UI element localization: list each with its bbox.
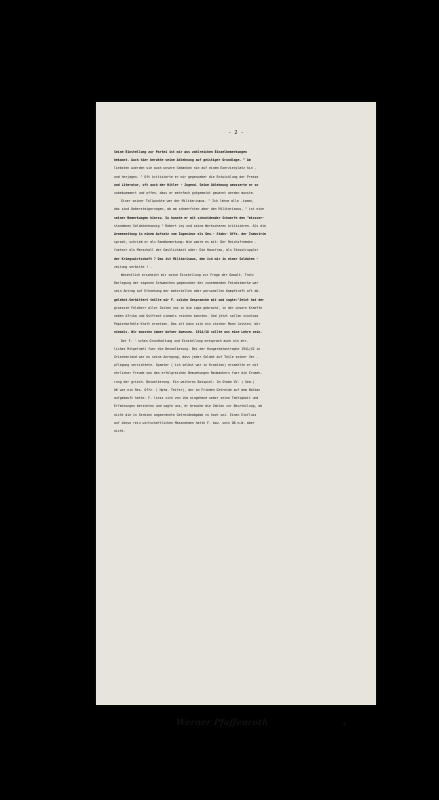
text-line: und Literatur, oft auch der Hitler - Jugend. Seine Ablehnung aeusserte er so [114,182,259,187]
text-line: nicht die in Serbien angeordnete Getreideabgabe zu hoch sei. Einen Einfluss [114,412,257,417]
text-line: Seine Einstellung zur Partei ist mir aus zahlreichen Einzelbemerkungen [114,150,247,154]
text-line: Armeezeitung in einem Aufsatz vom Ingenieur als Gen.- Stabs- Offz. der Industrie [114,232,266,237]
document-page [96,102,376,705]
text-line: Wesentlich erscheint mir seine Einstellung zur Frage der Gewalt. Trotz [121,273,254,278]
text-line: rung der griech. Bevoelkerung. Ein weiteres Beispiel: Im Stabe XV. ( Geb.) [114,379,255,384]
text-line: groesste Feldherr aller Zeiten uns in die Lage gebracht, in der unsere Kraefte [114,305,263,310]
text-line: ehrlicher Freude von den erfolgreichen Bemuehungen Neubachers fuer die Ernaeh- [114,371,263,376]
text-line: liebsten wuerden sie auch unsere Gedanken nie auf einem Exerzierplatz hin - [114,166,257,171]
text-line: der Kriegswirtschaft ? Das ist Militarismus, den ich mir in einer Soldaten - [114,256,259,261]
text-line: sein Antrag auf Erhoehung der materiellen oder personellen Kampfkraft oft ab- [114,289,261,294]
text-line: aufgekauft hatte. F. liess sich von ihm eingehend ueber seine Taetigkeit und [114,396,259,401]
text-line: fuehrer als Marschall der Gastlichkeit oder: Die Hausfrau, als Stosstruppler [114,248,259,253]
text-line: seiner Bemerkungen hierzu. So konnte er mit schneidender Schaerfe den "missver- [114,215,265,220]
text-line: zeitung verbitte ! - [114,264,152,269]
text-line: gelehnt.Verbittert teilte mir F. solche Gespraeche mit und sagte:"Jetzt hat der [114,297,265,302]
text-line: liches Mitgefuehl fuer die Bevoelkerung. Bei der Hungerkatastrophe 1941/42 in [114,346,261,351]
text-line: Erfahrungen berichten und sagte uns, er brauche die Zahlen zur Beurteilung, ob [114,404,263,409]
text-line: pflegung verzichtete. Spaeter ( ich selbst war in Kroatien) erzaehlte er mit [114,363,259,368]
text-line: standenen Soldatenkoenig " Robert Ley und seine Werkscharen kritisieren. Als die [114,223,266,228]
text-line: Darlegung der eigenen Schwaechen gegenueber der zunehmenden Feindstaerke war [114,281,259,286]
text-line: Papierbefehle Kraft ersetzen. Das alt kann sich ein starker Mann leisten. Wir [114,322,261,327]
page-number: - 2 - [228,130,244,136]
handwritten-signature: Werner Pfaffenroth [175,718,269,728]
text-line: neben Afrika und Ostfront niemals reichen konnten. Und jetzt sollen sinnlose [114,314,259,319]
document-body [114,148,366,435]
text-line: Einer seiner Tollpunkte war der Militarismus. " Ich lehne alle -ismen, [121,199,254,204]
text-line: das sind Uebersteigerungen, ab am schaerfsten aber den Militarismus, " ist eine [114,207,265,212]
next-page-marker: -3- [340,722,348,727]
text-line: bekannt. Auch hier beruhte seine Ablehnung auf geistiger Grundlage. " Am [114,158,251,163]
text-line: sprach, schrieb er als Randbemerkung: Wie waere es mit: Der Reichsfremden - [114,240,257,245]
text-line: Der F. ' schen Grundhaltung und Einstellung entsprach auch ein ehr- [121,338,249,343]
text-line: nicht. [114,428,126,433]
text-line: und herjagen. " Oft kritisierte er mir gegenueber die Entwicklung der Presse [114,174,259,179]
text-line: auf diese rein wirtschaftlichen Massnahmen hatte F. bzw. sein OB m.W. aber [114,420,255,425]
text-line: Griechenland war es seine Anregung, dass jeder Soldat auf Teile seiner Ver - [114,355,259,360]
text-line: unbekuemmert und offen, dass er mehrfach gutgemeint gewarnt werden musste. [114,191,255,196]
text-line: niemals. Wir mussten immer dafuer buessen. 1914/18 sollte uns eine Lehre sein. [114,330,263,335]
text-line: AK war ein Res. Offz. ( Hptm. Teifer), der im Frieden Getreide auf dem Balkan [114,387,261,392]
